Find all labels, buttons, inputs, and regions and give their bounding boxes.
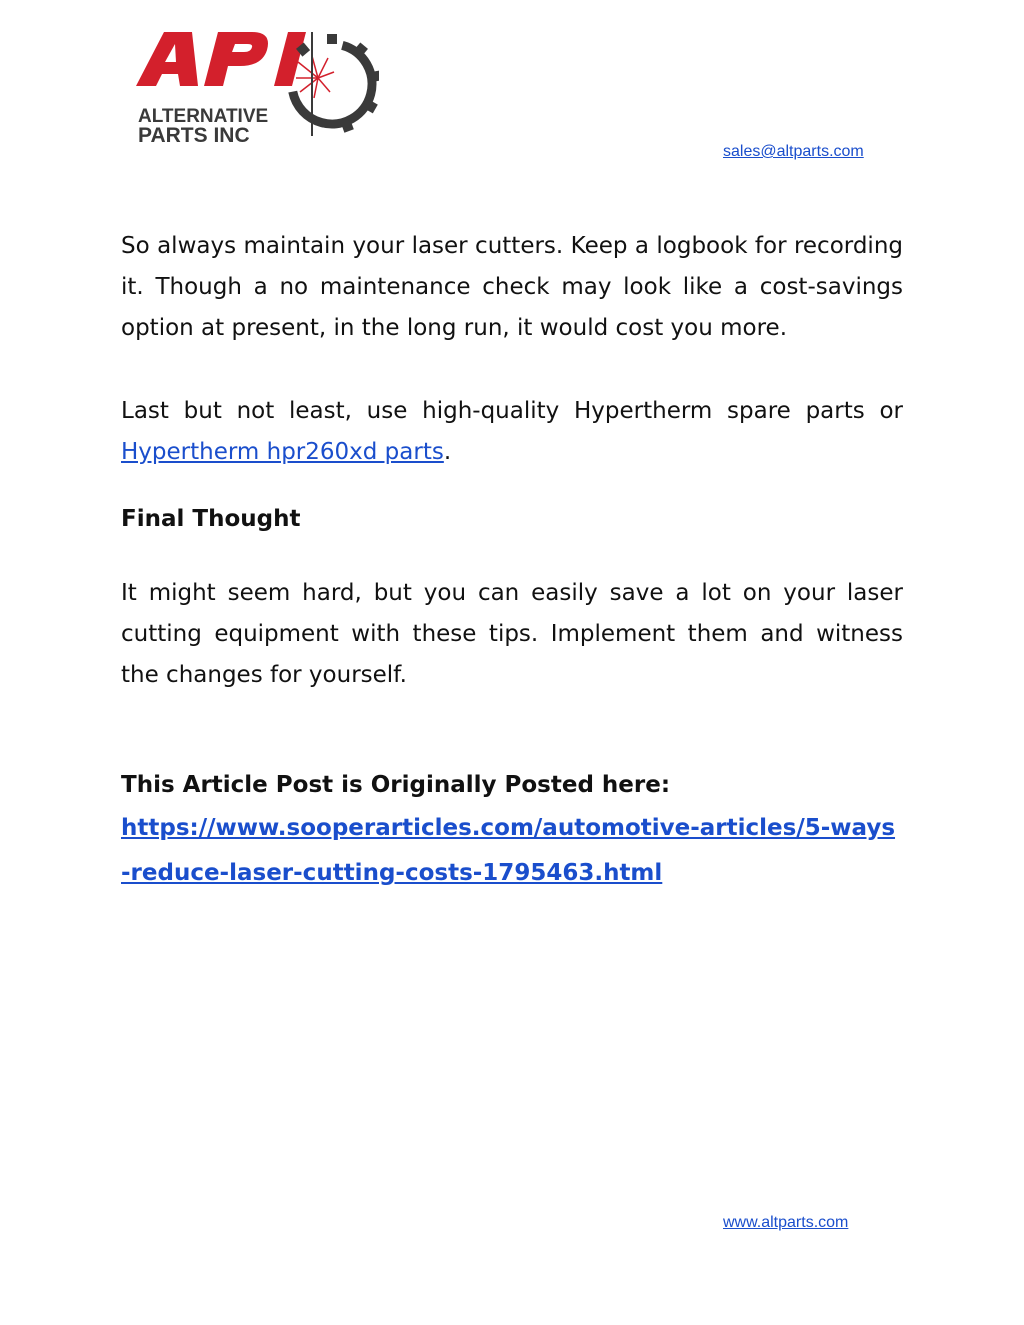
paragraph-conclusion: It might seem hard, but you can easily save a lot on your laser cutting equipment with these tips. Implement them and witness the changes for yourself. <box>121 580 903 688</box>
email-link[interactable]: sales@altparts.com <box>723 143 864 160</box>
final-thought-heading: Final Thought <box>121 506 301 532</box>
paragraph-maintenance: So always maintain your laser cutters. Keep a logbook for recording it. Though a no maintenance check may look like a cost-savings option at present, in the long run, it would cost you more. <box>121 233 903 341</box>
paragraph-spare-parts-period: . <box>443 439 452 465</box>
source-url-link[interactable]: https://www.sooperarticles.com/automotive-articles/5-ways-reduce-laser-cutting-costs-1795463.html <box>121 815 896 886</box>
website-link[interactable]: www.altparts.com <box>723 1214 849 1231</box>
source-heading: This Article Post is Originally Posted here: <box>121 772 671 798</box>
hypertherm-parts-link[interactable]: Hypertherm hpr260xd parts <box>121 439 444 465</box>
company-logo <box>134 28 379 148</box>
paragraph-spare-parts-text: Last but not least, use high-quality Hypertherm spare parts or <box>121 398 903 424</box>
article-body <box>121 226 903 896</box>
logo-text-line2: PARTS INC <box>138 124 250 147</box>
logo-text-line1: ALTERNATIVE <box>138 106 269 127</box>
paragraph-spare-parts <box>121 391 903 473</box>
